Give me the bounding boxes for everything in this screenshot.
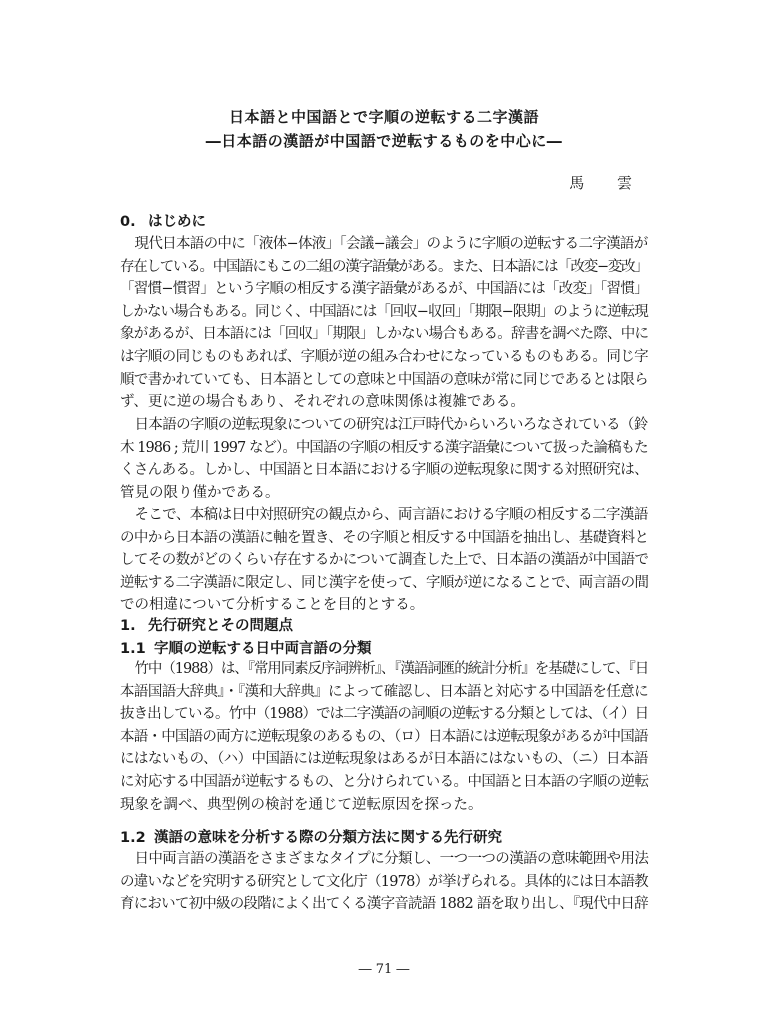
text-line: ず、更に逆の場合もあり、それぞれの意味関係は複雑である。	[120, 394, 525, 411]
text-line: 日本語の字順の逆転現象についての研究は江戸時代からいろいろなされている（鈴	[134, 417, 648, 433]
section-heading-intro	[120, 210, 206, 231]
text-line: してその数がどのくらい存在するかについて調査した上で、日本語の漢語が中国語で	[120, 552, 649, 569]
section-number: 0.	[120, 214, 136, 230]
text-line: 存在している。中国語にもこの二組の漢字語彙がある。また、日本語には「改変−変改」	[120, 258, 648, 275]
intro-paragraph-2	[120, 414, 648, 504]
text-line: そこで、本稿は日中対照研究の観点から、両言語における字順の相反する二字漢語	[134, 507, 648, 523]
section-number: 1.	[120, 618, 136, 634]
text-line: 本語国語大辞典』・『漢和大辞典』によって確認し、日本語と対応する中国語を任意に	[120, 683, 648, 700]
text-line: しかない場合もある。同じく、中国語には「回収−収回」「期限−限期」のように逆転現	[120, 303, 648, 320]
text-line: 管見の限り僅かである。	[120, 484, 280, 501]
text-line: 順で書かれていても、日本語としての意味と中国語の意味が常に同じであるとは限ら	[120, 371, 649, 388]
text-line: 日中両言語の漢語をさまざまなタイプに分類し、一つ一つの漢語の意味範囲や用法	[134, 851, 649, 867]
subsection-1-1-paragraph	[120, 658, 648, 816]
section-title: 先行研究とその問題点	[148, 618, 293, 634]
subsection-number: 1.2	[120, 830, 146, 846]
subsection-1-2-paragraph	[120, 848, 648, 916]
text-line: 象があるが、日本語には「回収」「期限」しかない場合もある。辞書を調べた際、中に	[120, 326, 649, 343]
text-line: 本語・中国語の両方に逆転現象のあるもの、（ロ）日本語には逆転現象があるが中国語	[120, 728, 648, 745]
text-line: 抜き出している。竹中（1988）では二字漢語の詞順の逆転する分類としては、（イ）日	[120, 706, 649, 723]
section-title: はじめに	[148, 214, 206, 230]
text-line: 「習慣−慣習」という字順の相反する漢字語彙があるが、中国語には「改変」「習慣」	[120, 281, 648, 298]
text-line: 木 1986 ; 荒川 1997 など）。中国語の字順の相反する漢字語彙について扱った論稿もた	[120, 439, 648, 456]
text-line: は字順の同じものもあれば、字順が逆の組み合わせになっているものもある。同じ字	[120, 348, 649, 365]
text-line: 竹中（1988）は、『常用同素反序詞辨析』、『漢語詞匯的統計分析』を基礎にして、『日	[134, 661, 649, 677]
text-line: での相違について分析することを目的とする。	[120, 597, 425, 614]
text-line: にはないもの、（ハ）中国語には逆転現象はあるが日本語にはないもの、（ニ）日本語	[120, 751, 648, 768]
subsection-title: 漢語の意味を分析する際の分類方法に関する先行研究	[154, 830, 502, 846]
subsection-title: 字順の逆転する日中両言語の分類	[154, 641, 372, 657]
text-line: 現象を調べ、典型例の検討を通じて逆転原因を探った。	[120, 796, 483, 813]
author-name: 馬 雲	[569, 174, 646, 192]
intro-paragraph-3	[120, 504, 648, 617]
section-heading-previous-research	[120, 614, 293, 635]
text-line: の違いなどを究明する研究として文化庁（1978）が挙げられる。具体的には日本語教	[120, 873, 648, 890]
paper-subtitle: ―日本語の漢語が中国語で逆転するものを中心に―	[205, 132, 563, 150]
text-line: 逆転する二字漢語に限定し、同じ漢字を使って、字順が逆になることで、両言語の間	[120, 574, 649, 591]
text-line: に対応する中国語が逆転するもの、と分けられている。中国語と日本語の字順の逆転	[120, 773, 649, 790]
text-line: の中から日本語の漢語に軸を置き、その字順と相反する中国語を抽出し、基礎資料と	[120, 529, 649, 546]
text-line: くさんある。しかし、中国語と日本語における字順の逆転現象に関する対照研究は、	[120, 462, 649, 479]
paper-title: 日本語と中国語とで字順の逆転する二字漢語	[228, 108, 539, 126]
intro-paragraph-1	[120, 233, 648, 414]
subsection-number: 1.1	[120, 641, 146, 657]
subsection-heading-1-1	[120, 637, 372, 658]
subsection-heading-1-2	[120, 826, 502, 847]
text-line: 育において初中級の段階によく出てくる漢字音読語 1882 語を取り出し、『現代中日辞	[120, 896, 648, 913]
text-line: 現代日本語の中に「液体−体液」「会議−議会」のように字順の逆転する二字漢語が	[134, 236, 648, 252]
page-number: ― 71 ―	[358, 962, 410, 977]
